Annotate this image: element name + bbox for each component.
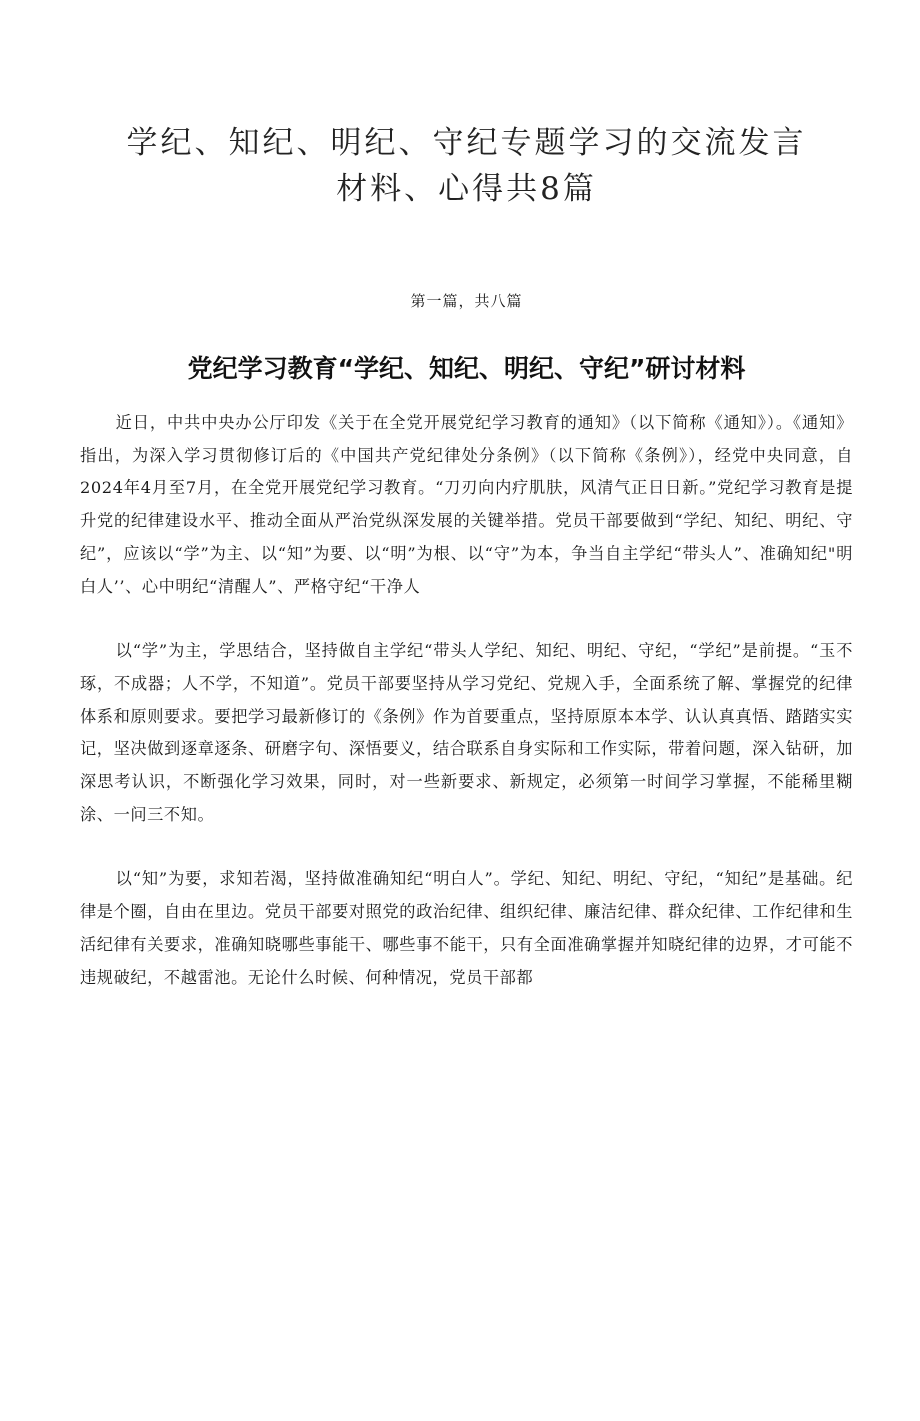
paragraph-2: 以“学”为主，学思结合，坚持做自主学纪“带头人学纪、知纪、明纪、守纪，“学纪”是前提。“玉不琢，不成器；人不学，不知道”。党员干部要坚持从学习党纪、党规入手，全面系统了解、掌握党的纪律体系和原则要求。要把学习最新修订的《条例》作为首要重点，坚持原原本本学、认认真真悟、踏踏实实记，坚决做到逐章逐条、研磨字句、深悟要义，结合联系自身实际和工作实际，带着问题，深入钻研，加深思考认识，不断强化学习效果，同时，对一些新要求、新规定，必须第一时间学习掌握，不能稀里糊涂、一问三不知。 [80, 641, 853, 824]
document-page [0, 120, 920, 1421]
paragraph-1: 近日，中共中央办公厅印发《关于在全党开展党纪学习教育的通知》（以下简称《通知》）。《通知》指出，为深入学习贯彻修订后的《中国共产党纪律处分条例》（以下简称《条例》），经党中央同意，自2024年4月至7月，在全党开展党纪学习教育。“刀刃向内疗肌肤，风清气正日日新。”党纪学习教育是提升党的纪律建设水平、推动全面从严治党纵深发展的关键举措。党员干部要做到“学纪、知纪、明纪、守纪”，应该以“学”为主、以“知”为要、以“明”为根、以“守”为本，争当自主学纪“带头人”、准确知纪"明白人’’、心中明纪“清醒人”、严格守纪“干净人 [80, 413, 853, 596]
section-heading: 党纪学习教育“学纪、知纪、明纪、守纪”研讨材料 [187, 354, 746, 383]
part-label: 第一篇，共八篇 [410, 292, 523, 310]
document-title: 学纪、知纪、明纪、守纪专题学习的交流发言材料、心得共8篇 [126, 125, 807, 207]
paragraph-3: 以“知”为要，求知若渴，坚持做准确知纪“明白人”。学纪、知纪、明纪、守纪，“知纪”是基础。纪律是个圈，自由在里边。党员干部要对照党的政治纪律、组织纪律、廉洁纪律、群众纪律、工作纪律和生活纪律有关要求，准确知晓哪些事能干、哪些事不能干，只有全面准确掌握并知晓纪律的边界，才可能不违规破纪，不越雷池。无论什么时候、何种情况，党员干部都 [80, 869, 853, 987]
